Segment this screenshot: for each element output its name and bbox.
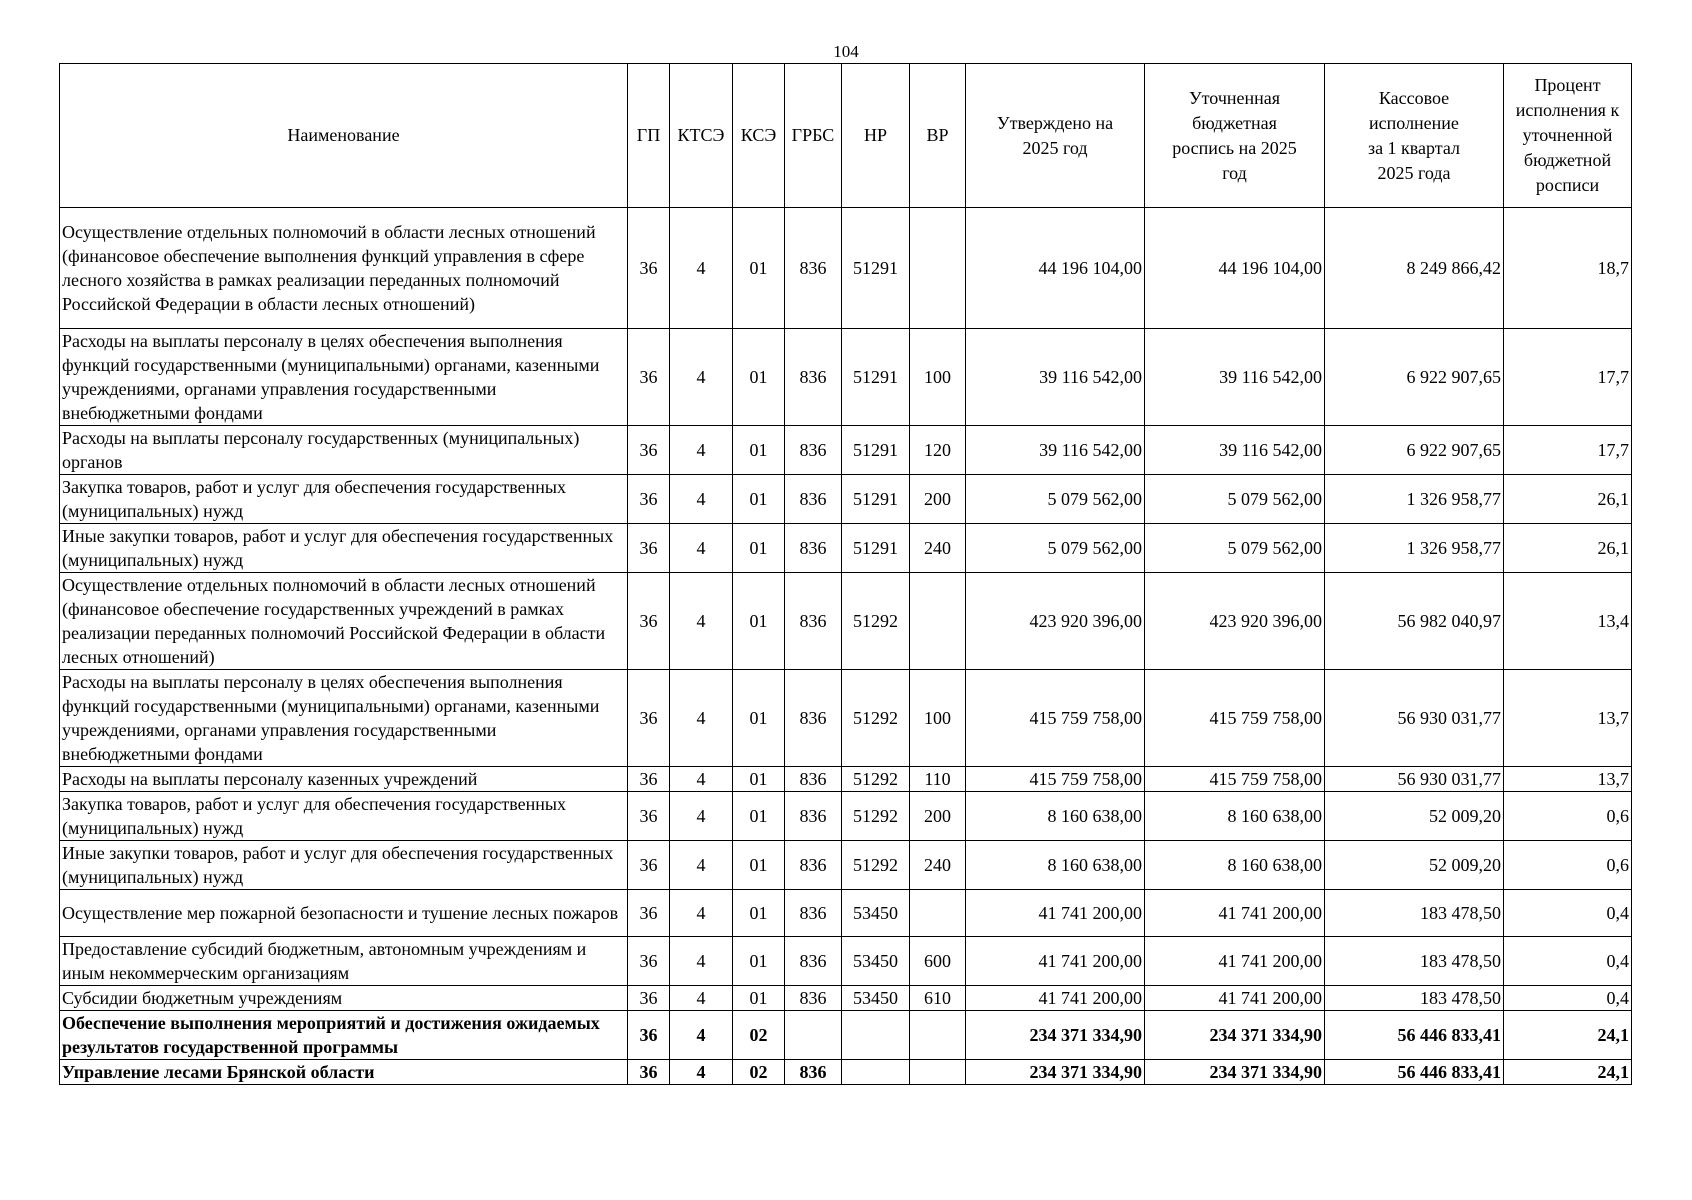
- row-cash: 56 446 833,41: [1325, 1060, 1504, 1085]
- row-approved: 44 196 104,00: [966, 208, 1145, 329]
- row-cash: 183 478,50: [1325, 890, 1504, 937]
- row-approved: 415 759 758,00: [966, 670, 1145, 767]
- row-kse: 01: [733, 426, 785, 475]
- row-np: 51292: [842, 670, 910, 767]
- table-row: [60, 1060, 1632, 1085]
- row-percent: 18,7: [1504, 208, 1632, 329]
- row-percent: 17,7: [1504, 329, 1632, 426]
- table-row: [60, 890, 1632, 937]
- row-cash: 8 249 866,42: [1325, 208, 1504, 329]
- row-grbs: 836: [785, 426, 842, 475]
- row-grbs: 836: [785, 937, 842, 986]
- row-refined: 415 759 758,00: [1145, 670, 1325, 767]
- table-row: [60, 1011, 1632, 1060]
- row-cash: 56 446 833,41: [1325, 1011, 1504, 1060]
- row-percent: 26,1: [1504, 524, 1632, 573]
- row-kse: 01: [733, 475, 785, 524]
- row-approved: 423 920 396,00: [966, 573, 1145, 670]
- table-row: [60, 208, 1632, 329]
- page-number: 104: [833, 42, 859, 61]
- row-gp: 36: [628, 937, 670, 986]
- row-vr: 200: [910, 475, 966, 524]
- row-kse: 01: [733, 329, 785, 426]
- row-gp: 36: [628, 841, 670, 890]
- row-vr: 110: [910, 767, 966, 792]
- row-kse: 01: [733, 890, 785, 937]
- row-name: Иные закупки товаров, работ и услуг для обеспечения государственных (муниципальных) нужд: [60, 524, 628, 573]
- table-row: [60, 475, 1632, 524]
- row-refined: 8 160 638,00: [1145, 792, 1325, 841]
- row-gp: 36: [628, 426, 670, 475]
- row-name: Расходы на выплаты персоналу казенных учреждений: [60, 767, 628, 792]
- row-grbs: 836: [785, 767, 842, 792]
- row-gp: 36: [628, 890, 670, 937]
- row-percent: 24,1: [1504, 1060, 1632, 1085]
- row-cash: 1 326 958,77: [1325, 524, 1504, 573]
- row-percent: 26,1: [1504, 475, 1632, 524]
- row-np: 51291: [842, 524, 910, 573]
- row-vr: 600: [910, 937, 966, 986]
- row-percent: 17,7: [1504, 426, 1632, 475]
- row-gp: 36: [628, 573, 670, 670]
- row-ktse: 4: [670, 475, 733, 524]
- header-vr: ВР: [910, 64, 966, 208]
- row-kse: 02: [733, 1011, 785, 1060]
- header-gp: ГП: [628, 64, 670, 208]
- row-name: Обеспечение выполнения мероприятий и достижения ожидаемых результатов государственной программы: [60, 1011, 628, 1060]
- row-kse: 01: [733, 208, 785, 329]
- row-grbs: 836: [785, 329, 842, 426]
- row-grbs: 836: [785, 573, 842, 670]
- header-refined: Уточненная бюджетная роспись на 2025 год: [1145, 64, 1325, 208]
- header-grbs: ГРБС: [785, 64, 842, 208]
- row-cash: 183 478,50: [1325, 986, 1504, 1011]
- row-np: 51292: [842, 792, 910, 841]
- row-ktse: 4: [670, 841, 733, 890]
- row-refined: 234 371 334,90: [1145, 1011, 1325, 1060]
- row-cash: 183 478,50: [1325, 937, 1504, 986]
- row-ktse: 4: [670, 670, 733, 767]
- row-percent: 0,4: [1504, 937, 1632, 986]
- table-row: [60, 937, 1632, 986]
- row-np: 51292: [842, 573, 910, 670]
- table-header-row: [60, 64, 1632, 208]
- row-kse: 01: [733, 937, 785, 986]
- row-percent: 0,4: [1504, 986, 1632, 1011]
- row-gp: 36: [628, 208, 670, 329]
- row-percent: 13,7: [1504, 767, 1632, 792]
- row-vr: [910, 573, 966, 670]
- row-name: Осуществление мер пожарной безопасности и тушение лесных пожаров: [60, 890, 628, 937]
- row-vr: 610: [910, 986, 966, 1011]
- row-cash: 56 930 031,77: [1325, 670, 1504, 767]
- row-np: 53450: [842, 937, 910, 986]
- row-vr: 200: [910, 792, 966, 841]
- row-vr: [910, 208, 966, 329]
- row-refined: 41 741 200,00: [1145, 890, 1325, 937]
- row-approved: 41 741 200,00: [966, 890, 1145, 937]
- row-ktse: 4: [670, 524, 733, 573]
- row-np: 51291: [842, 329, 910, 426]
- row-ktse: 4: [670, 767, 733, 792]
- row-approved: 415 759 758,00: [966, 767, 1145, 792]
- row-ktse: 4: [670, 208, 733, 329]
- row-refined: 8 160 638,00: [1145, 841, 1325, 890]
- header-ktse: КТСЭ: [670, 64, 733, 208]
- row-name: Расходы на выплаты персоналу государственных (муниципальных) органов: [60, 426, 628, 475]
- row-name: Предоставление субсидий бюджетным, автономным учреждениям и иным некоммерческим организациям: [60, 937, 628, 986]
- row-gp: 36: [628, 792, 670, 841]
- table-row: [60, 841, 1632, 890]
- row-cash: 52 009,20: [1325, 792, 1504, 841]
- row-vr: 100: [910, 329, 966, 426]
- table-body: [60, 208, 1632, 1085]
- table-row: [60, 986, 1632, 1011]
- row-name: Иные закупки товаров, работ и услуг для обеспечения государственных (муниципальных) нужд: [60, 841, 628, 890]
- row-gp: 36: [628, 1011, 670, 1060]
- row-cash: 6 922 907,65: [1325, 329, 1504, 426]
- row-refined: 234 371 334,90: [1145, 1060, 1325, 1085]
- table-row: [60, 573, 1632, 670]
- row-ktse: 4: [670, 937, 733, 986]
- row-ktse: 4: [670, 329, 733, 426]
- header-cash: Кассовое исполнение за 1 квартал 2025 года: [1325, 64, 1504, 208]
- row-grbs: 836: [785, 475, 842, 524]
- row-vr: 240: [910, 524, 966, 573]
- row-name: Управление лесами Брянской области: [60, 1060, 628, 1085]
- row-percent: 0,6: [1504, 841, 1632, 890]
- row-name: Расходы на выплаты персоналу в целях обеспечения выполнения функций государственными (муниципальными) органами, казенными учреждениями, органами управления государственными внебюджетными фондами: [60, 329, 628, 426]
- row-approved: 8 160 638,00: [966, 841, 1145, 890]
- row-name: Осуществление отдельных полномочий в области лесных отношений (финансовое обеспечение государственных учреждений в рамках реализации переданных полномочий Российской Федерации в области лесных отношений): [60, 573, 628, 670]
- row-percent: 24,1: [1504, 1011, 1632, 1060]
- row-refined: 44 196 104,00: [1145, 208, 1325, 329]
- row-cash: 6 922 907,65: [1325, 426, 1504, 475]
- row-refined: 41 741 200,00: [1145, 986, 1325, 1011]
- table-row: [60, 329, 1632, 426]
- row-grbs: 836: [785, 208, 842, 329]
- row-refined: 415 759 758,00: [1145, 767, 1325, 792]
- table-row: [60, 767, 1632, 792]
- header-percent: Процент исполнения к уточненной бюджетной росписи: [1504, 64, 1632, 208]
- row-cash: 56 930 031,77: [1325, 767, 1504, 792]
- row-percent: 13,4: [1504, 573, 1632, 670]
- row-np: 51292: [842, 841, 910, 890]
- row-gp: 36: [628, 986, 670, 1011]
- row-approved: 5 079 562,00: [966, 524, 1145, 573]
- row-ktse: 4: [670, 792, 733, 841]
- row-np: 51292: [842, 767, 910, 792]
- row-np: 51291: [842, 426, 910, 475]
- row-kse: 01: [733, 792, 785, 841]
- row-refined: 5 079 562,00: [1145, 475, 1325, 524]
- row-refined: 423 920 396,00: [1145, 573, 1325, 670]
- row-kse: 01: [733, 670, 785, 767]
- row-kse: 01: [733, 841, 785, 890]
- row-gp: 36: [628, 524, 670, 573]
- row-approved: 41 741 200,00: [966, 986, 1145, 1011]
- row-np: 51291: [842, 475, 910, 524]
- row-approved: 41 741 200,00: [966, 937, 1145, 986]
- row-grbs: 836: [785, 841, 842, 890]
- row-approved: 8 160 638,00: [966, 792, 1145, 841]
- row-name: Расходы на выплаты персоналу в целях обеспечения выполнения функций государственными (муниципальными) органами, казенными учреждениями, органами управления государственными внебюджетными фондами: [60, 670, 628, 767]
- row-refined: 39 116 542,00: [1145, 426, 1325, 475]
- row-vr: 100: [910, 670, 966, 767]
- row-grbs: 836: [785, 1060, 842, 1085]
- header-kse: КСЭ: [733, 64, 785, 208]
- row-cash: 1 326 958,77: [1325, 475, 1504, 524]
- row-approved: 39 116 542,00: [966, 426, 1145, 475]
- row-ktse: 4: [670, 1011, 733, 1060]
- row-grbs: 836: [785, 890, 842, 937]
- row-cash: 52 009,20: [1325, 841, 1504, 890]
- budget-execution-table: [59, 63, 1632, 1085]
- row-refined: 39 116 542,00: [1145, 329, 1325, 426]
- row-vr: [910, 1011, 966, 1060]
- row-gp: 36: [628, 329, 670, 426]
- row-grbs: 836: [785, 524, 842, 573]
- table-row: [60, 670, 1632, 767]
- row-approved: 39 116 542,00: [966, 329, 1145, 426]
- row-np: [842, 1060, 910, 1085]
- row-ktse: 4: [670, 986, 733, 1011]
- row-refined: 41 741 200,00: [1145, 937, 1325, 986]
- row-approved: 234 371 334,90: [966, 1011, 1145, 1060]
- table-row: [60, 524, 1632, 573]
- row-ktse: 4: [670, 890, 733, 937]
- row-kse: 01: [733, 767, 785, 792]
- row-name: Осуществление отдельных полномочий в области лесных отношений (финансовое обеспечение выполнения функций управления в сфере лесного хозяйства в рамках реализации переданных полномочий Российской Федерации в области лесных отношений): [60, 208, 628, 329]
- row-ktse: 4: [670, 1060, 733, 1085]
- row-np: 51291: [842, 208, 910, 329]
- row-approved: 5 079 562,00: [966, 475, 1145, 524]
- row-vr: 120: [910, 426, 966, 475]
- row-kse: 01: [733, 524, 785, 573]
- row-vr: 240: [910, 841, 966, 890]
- row-refined: 5 079 562,00: [1145, 524, 1325, 573]
- row-np: [842, 1011, 910, 1060]
- row-kse: 02: [733, 1060, 785, 1085]
- row-percent: 0,6: [1504, 792, 1632, 841]
- row-vr: [910, 890, 966, 937]
- row-name: Субсидии бюджетным учреждениям: [60, 986, 628, 1011]
- row-grbs: 836: [785, 986, 842, 1011]
- row-grbs: [785, 1011, 842, 1060]
- row-grbs: 836: [785, 670, 842, 767]
- header-name: Наименование: [60, 64, 628, 208]
- row-np: 53450: [842, 890, 910, 937]
- table-row: [60, 426, 1632, 475]
- row-gp: 36: [628, 475, 670, 524]
- row-ktse: 4: [670, 426, 733, 475]
- row-grbs: 836: [785, 792, 842, 841]
- row-percent: 13,7: [1504, 670, 1632, 767]
- row-gp: 36: [628, 670, 670, 767]
- row-name: Закупка товаров, работ и услуг для обеспечения государственных (муниципальных) нужд: [60, 475, 628, 524]
- table-row: [60, 792, 1632, 841]
- row-kse: 01: [733, 986, 785, 1011]
- row-percent: 0,4: [1504, 890, 1632, 937]
- row-name: Закупка товаров, работ и услуг для обеспечения государственных (муниципальных) нужд: [60, 792, 628, 841]
- row-gp: 36: [628, 1060, 670, 1085]
- row-kse: 01: [733, 573, 785, 670]
- row-cash: 56 982 040,97: [1325, 573, 1504, 670]
- row-approved: 234 371 334,90: [966, 1060, 1145, 1085]
- row-np: 53450: [842, 986, 910, 1011]
- header-np: НР: [842, 64, 910, 208]
- row-vr: [910, 1060, 966, 1085]
- row-ktse: 4: [670, 573, 733, 670]
- header-approved: Утверждено на 2025 год: [966, 64, 1145, 208]
- row-gp: 36: [628, 767, 670, 792]
